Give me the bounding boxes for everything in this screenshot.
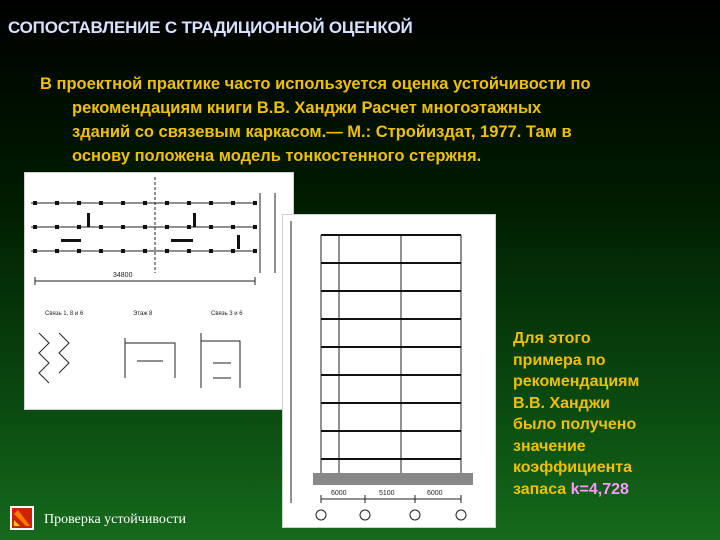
frame-drawing-svg <box>283 215 495 527</box>
result-line: значение <box>513 437 586 455</box>
result-line: В.В. Ханджи <box>513 394 611 412</box>
plan-dimension-label: 34800 <box>113 272 133 279</box>
bay-dimension: 6000 <box>427 490 443 497</box>
coefficient-value: k=4,728 <box>570 480 629 498</box>
result-prefix: запаса <box>513 480 571 498</box>
bay-dimension: 6000 <box>331 490 347 497</box>
intro-paragraph <box>40 72 705 168</box>
intro-line: зданий со связевым каркасом.— М.: Стройиздат, 1977. Там в <box>72 123 572 141</box>
result-line: Для этого <box>513 330 591 347</box>
footer-label: Проверка устойчивости <box>44 512 187 527</box>
detail-title: Связь 1, 8 и 6 <box>45 311 84 317</box>
slide-title: СОПОСТАВЛЕНИЕ С ТРАДИЦИОННОЙ ОЦЕНКОЙ <box>8 18 413 37</box>
intro-line: основу положена модель тонкостенного стержня. <box>72 147 482 165</box>
result-line <box>513 479 713 501</box>
result-line: коэффициента <box>513 459 632 476</box>
bay-dimension: 5100 <box>379 490 395 497</box>
result-text <box>513 328 713 500</box>
detail-title: Связь 3 и 6 <box>211 311 243 317</box>
result-line: примера по <box>513 351 606 369</box>
plan-drawing <box>24 172 294 410</box>
intro-line: В проектной практике часто используется оценка устойчивости по <box>40 75 591 93</box>
slide-logo-icon <box>10 506 34 530</box>
result-line: было получено <box>513 416 637 433</box>
detail-title: Этаж 8 <box>133 311 153 317</box>
result-line: рекомендациям <box>513 373 640 390</box>
frame-drawing <box>282 214 496 528</box>
intro-line: рекомендациям книги В.В. Ханджи Расчет многоэтажных <box>72 99 542 117</box>
plan-drawing-svg <box>25 173 293 409</box>
